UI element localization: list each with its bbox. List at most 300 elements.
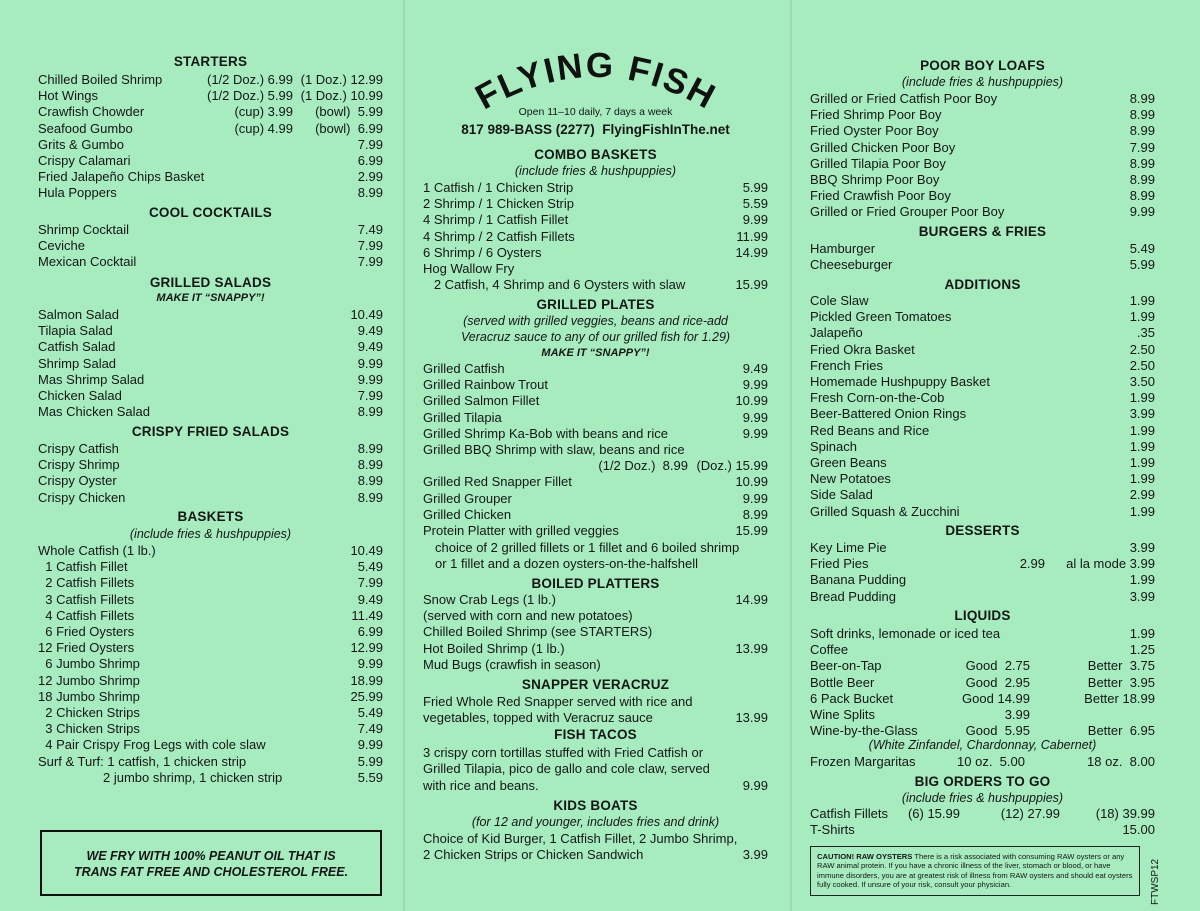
item-price-option-1: (cup) 3.99 <box>234 104 293 120</box>
menu-item <box>38 543 383 559</box>
tacos-desc-3 <box>423 778 768 794</box>
item-price: 7.49 <box>357 222 383 237</box>
item-price: 8.99 <box>357 457 383 473</box>
menu-item <box>810 257 1155 273</box>
menu-item <box>810 406 1155 422</box>
menu-item <box>38 673 383 689</box>
menu-item <box>423 624 768 640</box>
item-price: 1.99 <box>1129 503 1155 519</box>
item-price: 5.59 <box>742 196 768 212</box>
website[interactable]: FlyingFishInThe.net <box>602 122 730 137</box>
menu-item <box>810 390 1155 406</box>
menu-item <box>423 261 768 277</box>
menu-item <box>423 523 768 539</box>
item-price-option-1: Good 2.75 <box>965 658 1030 674</box>
veracruz-desc-1: Fried Whole Red Snapper served with rice and <box>423 694 693 709</box>
item-name: Tilapia Salad <box>38 323 113 339</box>
item-name: Beer-on-Tap <box>810 658 882 674</box>
item-price: 10.99 <box>735 393 768 409</box>
item-price: 7.99 <box>357 575 383 591</box>
item-name: Fried Oyster Poor Boy <box>810 123 939 139</box>
item-price-option-1: Good 14.99 <box>962 690 1030 706</box>
menu-item <box>810 439 1155 455</box>
item-price-option-2: (bowl) 5.99 <box>315 104 383 120</box>
item-price: .35 <box>1136 325 1155 341</box>
item-price-option-2: (1 Doz.) 12.99 <box>300 72 383 87</box>
item-name: 12 Fried Oysters <box>38 640 135 656</box>
item-name: BBQ Shrimp Poor Boy <box>810 172 940 187</box>
item-price: 5.99 <box>357 753 383 769</box>
item-price: 5.49 <box>357 705 383 720</box>
item-name: Hot Boiled Shrimp (1 lb.) <box>423 640 565 656</box>
item-name: Wine Splits <box>810 707 876 722</box>
item-name: 4 Catfish Fillets <box>38 607 135 623</box>
item-name: Whole Catfish (1 lb.) <box>38 543 156 558</box>
item-price: 2.50 <box>1129 341 1155 357</box>
item-name: Protein Platter with grilled veggies <box>423 523 619 538</box>
item-name: 6 Jumbo Shrimp <box>38 656 140 672</box>
item-name: 3 Catfish Fillets <box>38 591 135 607</box>
menu-item <box>810 309 1155 325</box>
menu-column-center <box>423 0 768 911</box>
item-name: 1 Catfish Fillet <box>38 559 128 575</box>
item-name: Spinach <box>810 438 857 454</box>
item-price: 1.99 <box>1129 390 1155 406</box>
item-price: 5.49 <box>357 559 383 575</box>
item-price: 10.49 <box>350 543 383 558</box>
item-name: Grits & Gumbo <box>38 136 124 152</box>
item-name: Grilled Shrimp Ka-Bob with beans and rice <box>423 425 668 441</box>
combo-note: (include fries & hushpuppies) <box>514 164 677 178</box>
item-price: 3.50 <box>1129 374 1155 389</box>
menu-item <box>810 156 1155 172</box>
item-price: 8.99 <box>1129 155 1155 171</box>
menu-item <box>38 169 383 185</box>
snappy-note: MAKE IT “SNAPPY”! <box>156 292 265 304</box>
menu-item <box>810 691 1155 707</box>
item-name: 2 Shrimp / 1 Chicken Strip <box>423 196 575 212</box>
item-name: Hula Poppers <box>38 185 117 201</box>
item-price: 5.59 <box>357 769 383 785</box>
menu-item <box>810 504 1155 520</box>
menu-item <box>38 441 383 457</box>
section-title-burgers: BURGERS & FRIES <box>918 224 1047 239</box>
item-name: 2 Catfish Fillets <box>38 575 135 591</box>
menu-item <box>38 121 383 137</box>
item-name: Surf & Turf: 1 catfish, 1 chicken strip <box>38 753 247 769</box>
menu-item <box>810 123 1155 139</box>
fold-line-right <box>790 0 792 911</box>
platter-description: choice of 2 grilled fillets or 1 fillet and 6 boiled shrimp <box>435 540 740 555</box>
menu-item <box>38 575 383 591</box>
kids-price: 3.99 <box>742 847 768 862</box>
raw-oyster-caution <box>810 846 1140 896</box>
menu-item <box>810 455 1155 471</box>
item-price: 15.00 <box>1122 822 1155 837</box>
item-name: (served with corn and new potatoes) <box>423 608 633 624</box>
item-price: 7.99 <box>357 254 383 270</box>
caution-body: There is a risk associated with consuming RAW oysters or any RAW animal protein. If you have a chronic illness of the liver, stomach or blood, or have immune disorders, you are at greatest risk of illness from RAW oysters and should eat oysters fully cooked. If unsure of your risk, consult your physician. <box>817 852 1133 890</box>
menu-item <box>38 721 383 737</box>
menu-item <box>810 572 1155 588</box>
grilled-plates-note-2: Veracruz sauce to any of our grilled fish for 1.29) <box>460 330 731 344</box>
item-price: 25.99 <box>350 688 383 704</box>
item-price-option-2: al la mode 3.99 <box>1066 556 1155 572</box>
item-name: Fried Crawfish Poor Boy <box>810 188 951 204</box>
item-name: Grilled or Fried Grouper Poor Boy <box>810 204 1005 220</box>
item-price-option-2: Better 3.95 <box>1087 674 1155 690</box>
item-name: Bread Pudding <box>810 588 897 604</box>
menu-item <box>38 88 383 104</box>
item-price-option-1: (6) 15.99 <box>907 806 960 821</box>
item-name: 6 Pack Bucket <box>810 690 894 706</box>
caution-heading: CAUTION! RAW OYSTERS <box>817 852 913 861</box>
menu-item <box>423 507 768 523</box>
item-name: Crispy Catfish <box>38 441 119 456</box>
item-price: 9.99 <box>742 490 768 506</box>
item-name: Wine-by-the-Glass <box>810 723 918 739</box>
menu-item <box>810 487 1155 503</box>
menu-item <box>38 689 383 705</box>
item-price: 1.25 <box>1129 642 1155 658</box>
poor-boy-note: (include fries & hushpuppies) <box>901 75 1064 89</box>
item-name: T-Shirts <box>810 822 855 837</box>
contact-line <box>423 122 768 137</box>
menu-item <box>38 137 383 153</box>
item-name: Frozen Margaritas <box>810 754 916 769</box>
item-name: New Potatoes <box>810 471 891 487</box>
item-name: Red Beans and Rice <box>810 422 930 438</box>
baskets-note: (include fries & hushpuppies) <box>129 527 292 541</box>
platter-description: or 1 fillet and a dozen oysters-on-the-halfshell <box>435 556 699 572</box>
section-title-big-orders: BIG ORDERS TO GO <box>914 774 1051 789</box>
item-name: Banana Pudding <box>810 572 907 588</box>
menu-item <box>38 238 383 254</box>
item-price: 8.99 <box>1129 188 1155 204</box>
tacos-text: with rice and beans. <box>423 778 539 793</box>
item-price: 8.99 <box>357 489 383 505</box>
item-name: Seafood Gumbo <box>38 120 133 136</box>
item-price-option-1: Good 2.95 <box>965 674 1030 690</box>
menu-item <box>38 104 383 120</box>
item-price: 8.99 <box>1129 91 1155 106</box>
item-name: Hamburger <box>810 241 876 256</box>
menu-item <box>810 293 1155 309</box>
menu-item <box>423 592 768 608</box>
item-price: 18.99 <box>350 672 383 688</box>
kids-text: 2 Chicken Strips or Chicken Sandwich <box>423 847 644 862</box>
section-title-baskets: BASKETS <box>177 509 244 524</box>
menu-item <box>810 423 1155 439</box>
item-name: Grilled Chicken Poor Boy <box>810 139 956 155</box>
item-name: Homemade Hushpuppy Basket <box>810 374 990 389</box>
item-name: Green Beans <box>810 455 887 470</box>
menu-item <box>810 325 1155 341</box>
item-price: 8.99 <box>1129 123 1155 139</box>
menu-item <box>423 426 768 442</box>
item-name: Jalapeño <box>810 325 863 341</box>
item-name: Cheeseburger <box>810 257 893 273</box>
item-price: 15.99 <box>735 523 768 538</box>
peanut-line-1: WE FRY WITH 100% PEANUT OIL THAT IS <box>86 849 336 863</box>
item-name: Chilled Boiled Shrimp (see STARTERS) <box>423 624 653 640</box>
item-price-option-2: (Doz.) 15.99 <box>696 458 768 474</box>
item-price: 9.49 <box>357 339 383 355</box>
menu-item <box>810 626 1155 642</box>
item-price-option-2: Better 18.99 <box>1084 690 1155 706</box>
item-name: Side Salad <box>810 487 873 503</box>
item-name: Grilled Rainbow Trout <box>423 377 548 393</box>
item-name: Grilled Grouper <box>423 490 512 506</box>
menu-item <box>38 457 383 473</box>
item-name: 12 Jumbo Shrimp <box>38 672 140 688</box>
menu-item <box>38 307 383 323</box>
menu-item <box>38 640 383 656</box>
item-price: 7.99 <box>357 388 383 403</box>
item-name: Mas Chicken Salad <box>38 404 150 420</box>
item-name: Crawfish Chowder <box>38 104 145 120</box>
item-price: 14.99 <box>735 244 768 260</box>
item-price-option-1: (1/2 Doz.) 6.99 <box>207 72 293 87</box>
item-name: Grilled Red Snapper Fillet <box>423 474 572 490</box>
section-title-poor-boy: POOR BOY LOAFS <box>920 58 1045 73</box>
item-name: Mexican Cocktail <box>38 254 137 270</box>
item-name: Chicken Salad <box>38 388 122 403</box>
menu-item <box>810 675 1155 691</box>
menu-item <box>38 356 383 372</box>
item-name: Crispy Shrimp <box>38 457 120 473</box>
item-price: 10.99 <box>735 474 768 490</box>
section-title-veracruz: SNAPPER VERACRUZ <box>521 677 670 692</box>
item-price: 2.99 <box>1129 487 1155 503</box>
item-price: 8.99 <box>357 185 383 201</box>
menu-item <box>423 245 768 261</box>
section-title-grilled-plates: GRILLED PLATES <box>536 297 655 312</box>
menu-item <box>423 442 768 458</box>
item-name: 2 Chicken Strips <box>38 705 140 720</box>
menu-item <box>38 372 383 388</box>
section-title-combo: COMBO BASKETS <box>534 147 657 162</box>
item-name: Cole Slaw <box>810 293 869 308</box>
item-price-option-1: (cup) 4.99 <box>234 120 293 136</box>
item-name: Fried Pies <box>810 556 869 572</box>
menu-item <box>423 641 768 657</box>
menu-item <box>423 458 768 474</box>
menu-item <box>38 72 383 88</box>
item-name: Snow Crab Legs (1 lb.) <box>423 592 556 607</box>
menu-item <box>423 608 768 624</box>
menu-item <box>810 754 1155 770</box>
item-name: Catfish Fillets <box>810 806 889 821</box>
item-name: Fried Shrimp Poor Boy <box>810 107 942 123</box>
item-price-option-1: (1/2 Doz.) 8.99 <box>598 458 688 474</box>
item-name: Grilled Salmon Fillet <box>423 393 540 409</box>
menu-item <box>38 656 383 672</box>
item-price: 5.99 <box>1129 257 1155 273</box>
menu-item <box>38 388 383 404</box>
menu-item <box>423 196 768 212</box>
item-name: Catfish Salad <box>38 339 116 355</box>
menu-column-left <box>38 0 383 911</box>
item-price: 11.49 <box>351 607 383 623</box>
menu-item <box>423 377 768 393</box>
hours: Open 11–10 daily, 7 days a week <box>518 106 673 118</box>
item-price: 3.99 <box>1129 406 1155 422</box>
menu-item <box>810 642 1155 658</box>
item-price: 8.99 <box>357 404 383 420</box>
menu-item <box>810 374 1155 390</box>
item-price-option-2: Better 3.75 <box>1087 658 1155 674</box>
item-name: Mud Bugs (crawfish in season) <box>423 656 601 672</box>
menu-item <box>38 705 383 721</box>
section-title-crispy-salads: CRISPY FRIED SALADS <box>131 424 290 439</box>
menu-item <box>810 91 1155 107</box>
item-name: 4 Shrimp / 2 Catfish Fillets <box>423 228 575 244</box>
item-price: 1.99 <box>1129 309 1155 325</box>
item-price-option-1: 10 oz. 5.00 <box>957 754 1025 769</box>
item-price: 5.49 <box>1129 241 1155 256</box>
item-price: 8.99 <box>1129 107 1155 123</box>
item-name: 6 Shrimp / 6 Oysters <box>423 244 542 260</box>
item-price: 9.49 <box>357 591 383 607</box>
menu-item <box>810 188 1155 204</box>
section-title-additions: ADDITIONS <box>944 277 1021 292</box>
menu-item <box>423 229 768 245</box>
menu-item <box>423 180 768 196</box>
menu-item <box>810 806 1155 822</box>
menu-item <box>810 358 1155 374</box>
item-price: 9.99 <box>1129 204 1155 220</box>
item-price: 1.99 <box>1129 471 1155 487</box>
item-price: 8.99 <box>1129 172 1155 187</box>
menu-column-right <box>810 0 1155 911</box>
item-price: 10.49 <box>350 307 383 322</box>
item-price: 9.49 <box>742 361 768 376</box>
item-price: 6.99 <box>357 153 383 168</box>
peanut-line-2: TRANS FAT FREE AND CHOLESTEROL FREE. <box>73 865 349 879</box>
item-name: 18 Jumbo Shrimp <box>38 688 140 704</box>
item-price-option-1: (1/2 Doz.) 5.99 <box>207 88 293 104</box>
item-name: Key Lime Pie <box>810 540 887 555</box>
item-price: 2.99 <box>357 169 383 185</box>
fold-line-left <box>403 0 405 911</box>
section-title-cocktails: COOL COCKTAILS <box>148 205 273 220</box>
item-price: 5.99 <box>742 180 768 195</box>
item-price: 14.99 <box>735 592 768 607</box>
item-price: 2.50 <box>1129 357 1155 373</box>
menu-code: FTWSP12 <box>1150 858 1161 905</box>
menu-item <box>38 153 383 169</box>
kids-desc-1: Choice of Kid Burger, 1 Catfish Fillet, 2 Jumbo Shrimp, <box>423 831 738 846</box>
item-price: 15.99 <box>735 277 768 293</box>
item-name: 6 Fried Oysters <box>38 624 135 639</box>
menu-item <box>810 556 1155 572</box>
item-name: Crispy Oyster <box>38 473 117 489</box>
item-name: Hot Wings <box>38 88 98 104</box>
section-title-liquids: LIQUIDS <box>954 608 1011 623</box>
item-price: 9.99 <box>742 409 768 425</box>
menu-item <box>810 822 1155 838</box>
item-name: Pickled Green Tomatoes <box>810 309 952 325</box>
menu-item <box>423 277 768 293</box>
wine-note: (White Zinfandel, Chardonnay, Cabernet) <box>868 738 1097 752</box>
item-name: Coffee <box>810 642 849 658</box>
item-name: Ceviche <box>38 238 85 254</box>
kids-note: (for 12 and younger, includes fries and drink) <box>471 815 720 829</box>
tacos-price: 9.99 <box>742 778 768 793</box>
menu-item <box>38 323 383 339</box>
item-price: 1.99 <box>1129 626 1155 641</box>
menu-item <box>810 172 1155 188</box>
item-price-option-2: (bowl) 6.99 <box>315 120 383 136</box>
menu-item <box>38 185 383 201</box>
menu-item <box>38 222 383 238</box>
menu-item <box>423 410 768 426</box>
menu-item <box>423 361 768 377</box>
item-price: 1.99 <box>1129 572 1155 588</box>
item-name: Crispy Chicken <box>38 489 126 505</box>
menu-item <box>810 342 1155 358</box>
item-name: Fried Jalapeño Chips Basket <box>38 169 205 185</box>
menu-item <box>38 608 383 624</box>
menu-item <box>38 559 383 575</box>
kids-desc-2 <box>423 847 768 863</box>
item-price: 8.99 <box>742 506 768 522</box>
menu-item <box>810 658 1155 674</box>
menu-item <box>423 491 768 507</box>
item-name: 1 Catfish / 1 Chicken Strip <box>423 180 574 195</box>
item-price: 9.99 <box>357 355 383 371</box>
item-name: Grilled Catfish <box>423 361 505 376</box>
item-price: 9.99 <box>742 425 768 441</box>
menu-item <box>810 140 1155 156</box>
menu-item <box>810 471 1155 487</box>
menu-item <box>423 474 768 490</box>
menu-item <box>38 624 383 640</box>
item-price-option-2: 18 oz. 8.00 <box>1087 754 1155 769</box>
item-name: Soft drinks, lemonade or iced tea <box>810 626 1001 641</box>
item-price: 9.99 <box>357 737 383 753</box>
item-price: 9.99 <box>742 212 768 228</box>
section-title-starters: STARTERS <box>173 54 248 69</box>
section-title-boiled: BOILED PLATTERS <box>531 576 660 591</box>
item-price: 12.99 <box>350 640 383 656</box>
item-price: 7.99 <box>1129 139 1155 155</box>
item-name: Grilled Tilapia Poor Boy <box>810 155 946 171</box>
item-price-option-3: (18) 39.99 <box>1095 806 1155 821</box>
menu-item <box>38 592 383 608</box>
section-title-fish-tacos: FISH TACOS <box>554 727 637 742</box>
phone-number: 817 989-BASS (2277) <box>461 122 595 137</box>
item-name: Hog Wallow Fry <box>423 261 515 276</box>
veracruz-desc-2 <box>423 710 768 726</box>
item-name: Beer-Battered Onion Rings <box>810 406 967 422</box>
menu-item <box>423 212 768 228</box>
item-name: Grilled Tilapia <box>423 409 502 425</box>
item-price: 11.99 <box>736 228 768 244</box>
item-name: 2 jumbo shrimp, 1 chicken strip <box>38 769 283 785</box>
item-price: 9.99 <box>742 377 768 393</box>
menu-item <box>38 254 383 270</box>
item-price: 3.99 <box>1129 588 1155 604</box>
item-price-option-2: (1 Doz.) 10.99 <box>300 88 383 104</box>
menu-item <box>423 657 768 673</box>
item-name: 4 Shrimp / 1 Catfish Fillet <box>423 212 569 228</box>
section-title-desserts: DESSERTS <box>945 523 1020 538</box>
menu-item <box>810 723 1155 739</box>
item-name: 4 Pair Crispy Frog Legs with cole slaw <box>38 737 266 753</box>
item-price: 9.99 <box>357 656 383 672</box>
